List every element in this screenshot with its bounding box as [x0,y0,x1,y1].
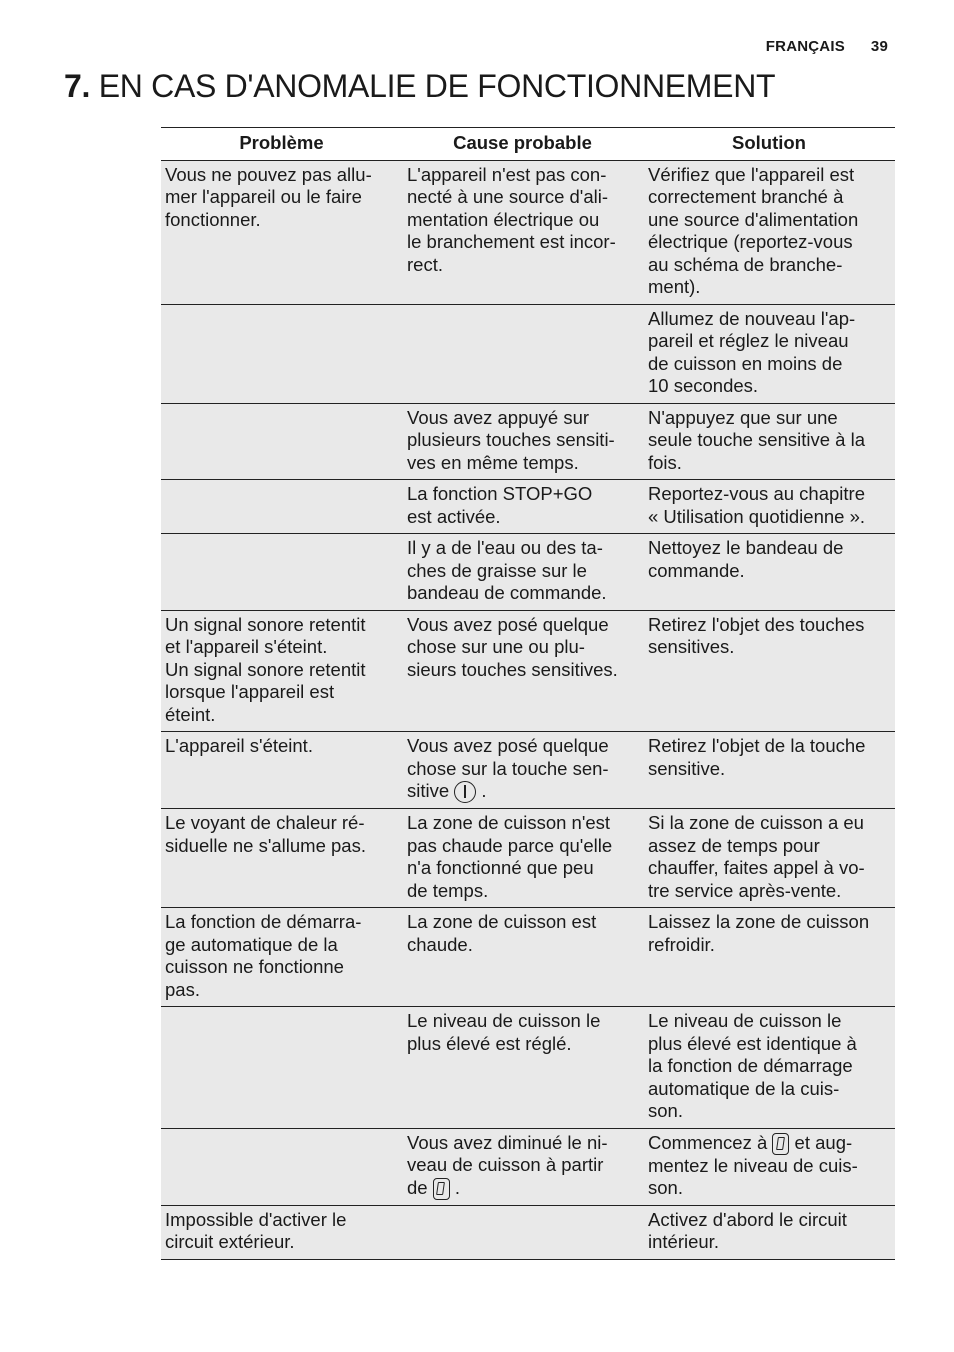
problem-cell [161,480,402,534]
cause-cell: La fonction STOP+GO est activée. [402,480,643,534]
solution-cell: Vérifiez que l'appareil est correctement branché à une source d'alimentation électrique (reportez-vous au schéma de branche- ment). [643,160,895,304]
cause-cell: Il y a de l'eau ou des ta- ches de graisse sur le bandeau de commande. [402,534,643,611]
power-icon [454,781,476,803]
cause-cell: La zone de cuisson n'est pas chaude parce qu'elle n'a fonctionné que peu de temps. [402,809,643,908]
table-header-row [161,128,895,161]
problem-cell [161,403,402,480]
solution-cell: Retirez l'objet des touches sensitives. [643,610,895,732]
column-header-solution: Solution [643,128,895,161]
problem-cell: Le voyant de chaleur ré- siduelle ne s'allume pas. [161,809,402,908]
table-row [161,160,895,304]
problem-cell [161,1007,402,1129]
column-header-problem: Problème [161,128,402,161]
problem-cell [161,1128,402,1205]
cause-cell: Vous avez appuyé sur plusieurs touches sensiti- ves en même temps. [402,403,643,480]
solution-cell: Le niveau de cuisson le plus élevé est identique à la fonction de démarrage automatique de la cuis- son. [643,1007,895,1129]
table-row [161,809,895,908]
solution-cell: Reportez-vous au chapitre « Utilisation quotidienne ». [643,480,895,534]
cause-cell [402,1128,643,1205]
solution-cell: Allumez de nouveau l'ap- pareil et réglez le niveau de cuisson en moins de 10 secondes. [643,304,895,403]
page-header [766,38,888,55]
table-row [161,304,895,403]
heat-level-zero-icon [433,1178,450,1200]
problem-cell: La fonction de démarra- ge automatique de la cuisson ne fonctionne pas. [161,908,402,1007]
table-row [161,1205,895,1259]
cause-text-end: . [449,1176,460,1198]
table-row [161,534,895,611]
cause-text: Vous avez diminué le ni- veau de cuisson à partir de [407,1131,608,1198]
solution-cell: Laissez la zone de cuisson refroidir. [643,908,895,1007]
solution-cell: Retirez l'objet de la touche sensitive. [643,732,895,809]
section-title-text: EN CAS D'ANOMALIE DE FONCTIONNEMENT [98,68,776,104]
solution-text-end: et aug- mentez le niveau de cuis- son. [648,1131,858,1199]
solution-cell: Si la zone de cuisson a eu assez de temps pour chauffer, faites appel à vo- tre service après-vente. [643,809,895,908]
heat-level-zero-icon [772,1133,789,1155]
problem-cell: Un signal sonore retentit et l'appareil s'éteint. Un signal sonore retentit lorsque l'appareil est éteint. [161,610,402,732]
troubleshooting-table [161,127,895,1260]
cause-cell: La zone de cuisson est chaude. [402,908,643,1007]
problem-cell [161,534,402,611]
cause-cell [402,304,643,403]
solution-text: Commencez à [648,1131,773,1153]
table-row [161,1007,895,1129]
problem-cell: Impossible d'activer le circuit extérieur. [161,1205,402,1259]
problem-cell: Vous ne pouvez pas allu- mer l'appareil ou le faire fonctionner. [161,160,402,304]
table-row [161,1128,895,1205]
cause-cell [402,1205,643,1259]
solution-cell [643,1128,895,1205]
cause-cell: Vous avez posé quelque chose sur une ou plu- sieurs touches sensitives. [402,610,643,732]
language-label: FRANÇAIS [765,38,845,55]
section-title [64,66,775,106]
problem-cell: L'appareil s'éteint. [161,732,402,809]
table-row [161,908,895,1007]
section-number: 7. [64,68,91,104]
cause-cell: Le niveau de cuisson le plus élevé est réglé. [402,1007,643,1129]
table-row [161,610,895,732]
column-header-cause: Cause probable [402,128,643,161]
cause-text-end: . [476,780,487,801]
cause-cell: L'appareil n'est pas con- necté à une source d'ali- mentation électrique ou le branchement est incor- rect. [402,160,643,304]
table-row [161,403,895,480]
problem-cell [161,304,402,403]
table-row [161,732,895,809]
solution-cell: N'appuyez que sur une seule touche sensitive à la fois. [643,403,895,480]
page-number: 39 [870,38,888,55]
solution-cell: Activez d'abord le circuit intérieur. [643,1205,895,1259]
cause-text: Vous avez posé quelque chose sur la touche sen- sitive [407,735,609,801]
cause-cell [402,732,643,809]
solution-cell: Nettoyez le bandeau de commande. [643,534,895,611]
table-row [161,480,895,534]
